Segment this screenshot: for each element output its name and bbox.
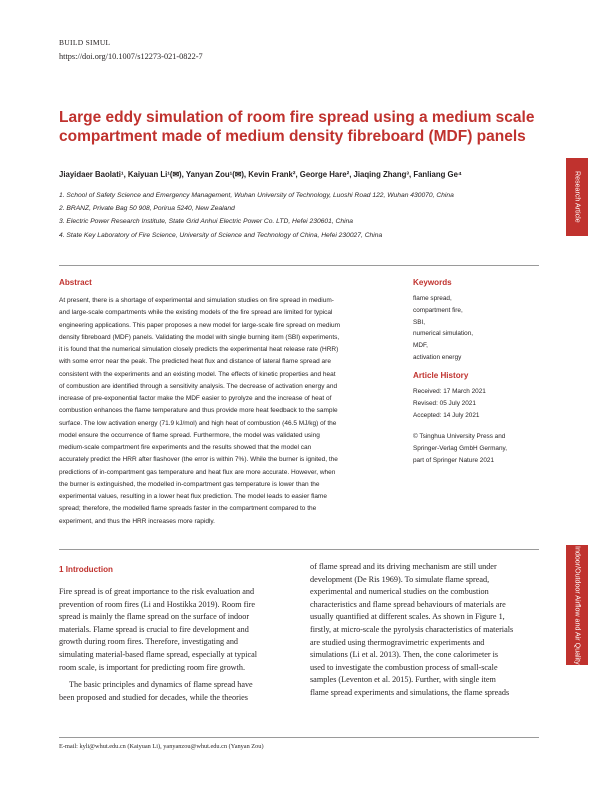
intro-left-column: [59, 586, 296, 704]
intro-line: development (De Ris 1969). To simulate flame spread,: [310, 574, 490, 584]
history-list: [413, 386, 486, 421]
intro-line: prevention of room fires (Li and Hostikka 2019). Room fire: [59, 599, 256, 609]
abstract-line: experimental values, resulting in a lower heat flux prediction. The model leads to easier flame: [59, 493, 327, 500]
abstract-line: model ensure the occurrence of flame spread. Furthermore, the model was validated using: [59, 431, 320, 439]
intro-line: been proposed and studied for decades, while the theories: [59, 692, 248, 702]
intro-line: are studied using thermogravimetric experiments and: [310, 637, 485, 647]
topic-tab: Indoor/Outdoor Airflow and Air Quality: [566, 545, 588, 665]
intro-line: firstly, at micro-scale the pyrolysis characteristics of materials: [310, 624, 514, 634]
divider-top: [59, 265, 539, 266]
intro-line: experimental and numerical studies on the combustion: [310, 587, 489, 597]
title-line-2: compartment made of medium density fibreboard (MDF) panels: [59, 128, 526, 145]
abstract-line: spread; therefore, the modelled flame spreads faster in the compartment compared to the: [59, 505, 317, 513]
intro-line: of flame spread and its driving mechanism are still under: [310, 562, 497, 571]
abstract-line: predictions of in-compartment gas temperature and heat flux are more accurate. However, when: [59, 468, 336, 476]
copyright-line: © Tsinghua University Press and: [413, 433, 506, 440]
affiliation-3: 3. Electric Power Research Institute, State Grid Anhui Electric Power Co. LTD, Hefei 230601, China: [59, 218, 354, 225]
keywords-list: [413, 293, 473, 364]
abstract-line: increase of pre-exponential factor make the MDF easier to pyrolyze and the increase of heat of: [59, 395, 332, 402]
correspondence-email: E-mail: kyli@whut.edu.cn (Kaiyuan Li), yanyanzou@whut.edu.cn (Yanyan Zou): [59, 743, 264, 750]
intro-line: flame spread experiments and simulations, the flame spreads: [310, 687, 510, 697]
abstract-heading: Abstract: [59, 278, 92, 287]
abstract-line: density fibreboard (MDF) panels. Validating the model with single burning item (SBI) experiments,: [59, 333, 340, 341]
introduction-heading: 1 Introduction: [59, 565, 113, 574]
affiliation-4: 4. State Key Laboratory of Fire Science, University of Science and Technology of China, Hefei 230027, China: [59, 232, 383, 239]
abstract-line: medium-scale compartment fire experiments and the results showed that the model can: [59, 444, 312, 451]
keyword-item: SBI,: [413, 318, 426, 326]
intro-line: simulations (Li et al. 2013). Then, the cone calorimeter is: [310, 650, 499, 660]
abstract-line: combustion enhances the flame temperature and thus provide more heat feedback to the sample: [59, 407, 338, 415]
history-item: Received: 17 March 2021: [413, 388, 486, 395]
journal-name: BUILD SIMUL: [59, 38, 111, 47]
divider-bottom: [59, 549, 539, 550]
intro-line: spread is mainly the flame spread on the surface of indoor: [59, 612, 250, 622]
abstract-line: with some error near the peak. The predicted heat flux and distance of lateral flame spread are: [59, 358, 331, 366]
intro-line: growth during room fires. Therefore, investigating and: [59, 637, 239, 647]
research-article-tab: Research Article: [566, 158, 588, 236]
title-line-1: Large eddy simulation of room fire spread using a medium scale: [59, 109, 535, 126]
abstract-line: surface. The low activation energy (71.9 kJ/mol) and high heat of combustion (46.5 MJ/kg) of the: [59, 419, 337, 427]
intro-line: characteristics and flame spread behaviours of materials are: [310, 599, 506, 609]
abstract-line: engineering applications. This paper proposes a new model for large-scale fire spread on medium: [59, 321, 340, 329]
abstract-line: At present, there is a shortage of experimental and simulation studies on fire spread in medium-: [59, 297, 334, 304]
footnote-divider: [59, 737, 539, 738]
abstract-body: [59, 295, 398, 528]
keywords-heading: Keywords: [413, 278, 452, 287]
affiliation-2: 2. BRANZ, Private Bag 50 908, Porirua 5240, New Zealand: [59, 205, 235, 212]
copyright-notice: [413, 431, 507, 466]
abstract-line: and large-scale compartments while the existing models of the fire spread are limited for typical: [59, 309, 333, 317]
intro-line: materials. Flame spread is crucial to fire development and: [59, 624, 249, 634]
abstract-line: accurately predict the HRR after flashover (the error is within 7%). While the burner is ignited, the: [59, 456, 338, 464]
history-item: Revised: 05 July 2021: [413, 399, 476, 407]
intro-line: usually quantified at different scales. As shown in Figure 1,: [310, 612, 505, 622]
paper-title: [59, 108, 539, 146]
abstract-line: consistent with the experiments and an existing model. The effects of kinetic properties and heat: [59, 370, 336, 378]
copyright-line: Springer-Verlag GmbH Germany,: [413, 444, 507, 452]
keyword-item: activation energy: [413, 353, 462, 361]
keyword-item: numerical simulation,: [413, 330, 474, 338]
author-list: Jiayidaer Baolati¹, Kaiyuan Li¹(✉), Yanyan Zou¹(✉), Kevin Frank², George Hare², Jiaqing Zhang³, Fanliang Ge⁴: [59, 170, 462, 179]
affiliation-1: 1. School of Safety Science and Emergency Management, Wuhan University of Technology, Luoshi Road 122, Wuhan 430070, China: [59, 192, 454, 199]
intro-line: Fire spread is of great importance to the risk evaluation and: [59, 587, 255, 596]
history-heading: Article History: [413, 371, 469, 380]
history-item: Accepted: 14 July 2021: [413, 411, 480, 419]
copyright-line: part of Springer Nature 2021: [413, 456, 494, 464]
doi-link[interactable]: https://doi.org/10.1007/s12273-021-0822-7: [59, 52, 203, 61]
intro-line: simulating material-based flame spread, especially at typical: [59, 649, 258, 659]
keyword-item: compartment fire,: [413, 306, 463, 314]
abstract-line: experiment, and thus the HRR increases more rapidly.: [59, 517, 215, 525]
keyword-item: MDF,: [413, 342, 428, 350]
intro-line: used to investigate the combustion process of small-scale: [310, 662, 498, 672]
abstract-line: of combustion are identified through a sensitivity analysis. The decrease of activation energy and: [59, 382, 338, 390]
intro-line: room scale, is important for predicting room fire growth.: [59, 662, 245, 672]
abstract-line: the burner is extinguished, the modelled in-compartment gas temperature is lower than the: [59, 480, 320, 488]
intro-line: The basic principles and dynamics of flame spread have: [69, 680, 253, 690]
intro-line: samples (Leventon et al. 2015). Further, with single item: [310, 675, 496, 685]
keyword-item: flame spread,: [413, 295, 452, 302]
intro-right-column: [310, 561, 543, 700]
abstract-line: it is found that the numerical simulation closely predicts the experimental heat release rate (HRR): [59, 346, 339, 353]
